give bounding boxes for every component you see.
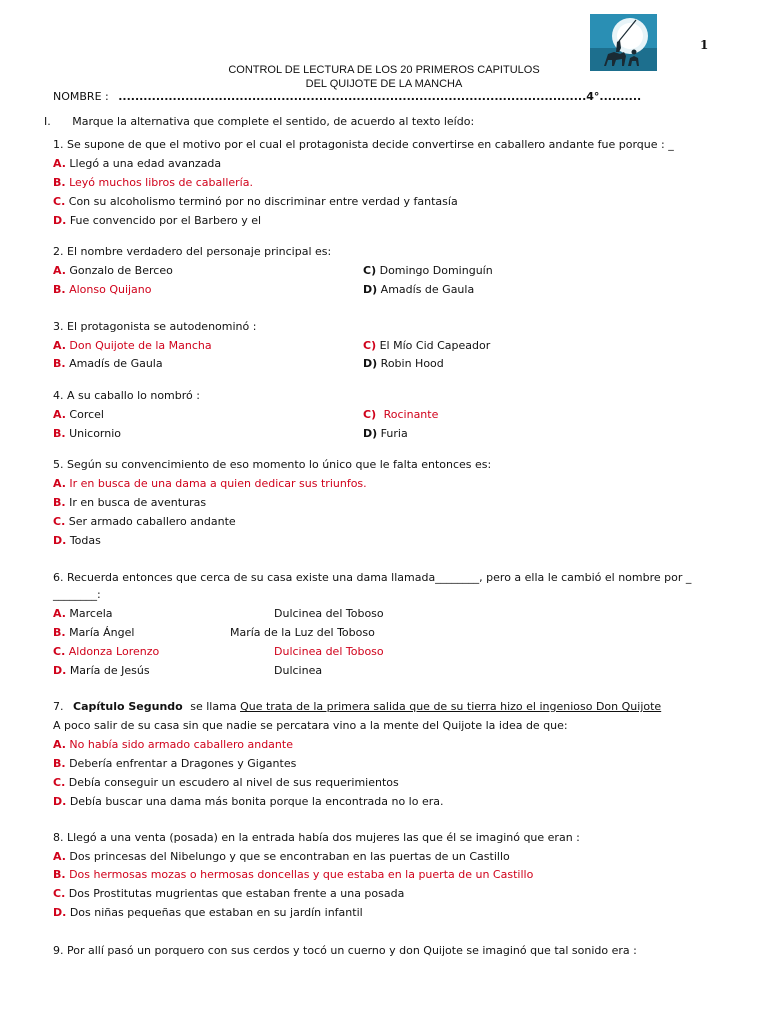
q7-option-c[interactable]: C. Debía conseguir un escudero al nivel de sus requerimientos: [53, 776, 399, 789]
q4-option-d[interactable]: D) Furia: [363, 427, 408, 440]
q5-option-d[interactable]: D. Todas: [53, 534, 101, 547]
name-label: NOMBRE :: [53, 90, 109, 103]
q7-option-a[interactable]: A. No había sido armado caballero andante: [53, 738, 293, 751]
q3-option-c[interactable]: C) El Mío Cid Capeador: [363, 339, 491, 352]
q5-option-c[interactable]: C. Ser armado caballero andante: [53, 515, 236, 528]
question-7-stem: A poco salir de su casa sin que nadie se percatara vino a la mente del Quijote la idea de que:: [53, 719, 568, 732]
question-6-stem-continued: ________:: [53, 588, 101, 601]
q2-option-a[interactable]: A. Gonzalo de Berceo: [53, 264, 173, 277]
question-2-stem: 2. El nombre verdadero del personaje principal es:: [53, 245, 332, 258]
title-line-1: CONTROL DE LECTURA DE LOS 20 PRIMEROS CAPITULOS: [228, 64, 540, 76]
q6-option-a-alt: Dulcinea del Toboso: [274, 607, 384, 620]
chapter-title: Que trata de la primera salida que de su tierra hizo el ingenioso Don Quijote: [240, 700, 662, 713]
section-numeral: I.: [44, 115, 51, 128]
q8-option-a[interactable]: A. Dos princesas del Nibelungo y que se encontraban en las puertas de un Castillo: [53, 850, 510, 863]
q6-option-b[interactable]: B. María Ángel: [53, 626, 135, 639]
q8-option-b[interactable]: B. Dos hermosas mozas o hermosas doncellas y que estaba en la puerta de un Castillo: [53, 868, 534, 881]
section-heading: [44, 115, 474, 128]
name-line: [53, 90, 641, 103]
question-7-heading: 7. Capítulo Segundo se llama Que trata de la primera salida que de su tierra hizo el ingenioso Don Quijote: [53, 700, 662, 713]
q3-option-d[interactable]: D) Robin Hood: [363, 357, 444, 370]
question-1-stem: 1. Se supone de que el motivo por el cual el protagonista decide convertirse en caballero andante fue porque : _: [53, 138, 674, 151]
question-6-stem: 6. Recuerda entonces que cerca de su casa existe una dama llamada________, pero a ella le cambió el nombre por _: [53, 571, 692, 584]
q8-option-d[interactable]: D. Dos niñas pequeñas que estaban en su jardín infantil: [53, 906, 363, 919]
q2-option-d[interactable]: D) Amadís de Gaula: [363, 283, 475, 296]
question-3-stem: 3. El protagonista se autodenominó :: [53, 320, 257, 333]
q4-option-a[interactable]: A. Corcel: [53, 408, 104, 421]
q6-option-b-alt: María de la Luz del Toboso: [230, 626, 375, 639]
q1-option-a[interactable]: A. Llegó a una edad avanzada: [53, 157, 222, 170]
q3-option-a[interactable]: A. Don Quijote de la Mancha: [53, 339, 212, 352]
q7-option-b[interactable]: B. Debería enfrentar a Dragones y Gigantes: [53, 757, 297, 770]
q6-option-a[interactable]: A. Marcela: [53, 607, 113, 620]
chapter-label: Capítulo Segundo: [73, 700, 183, 713]
q6-option-d-alt: Dulcinea: [274, 664, 323, 677]
section-instruction: Marque la alternativa que complete el sentido, de acuerdo al texto leído:: [72, 115, 475, 128]
q5-option-a[interactable]: A. Ir en busca de una dama a quien dedicar sus triunfos.: [53, 477, 367, 490]
q5-option-b[interactable]: B. Ir en busca de aventuras: [53, 496, 207, 509]
q6-option-d[interactable]: D. María de Jesús: [53, 664, 150, 677]
q6-option-c-alt: Dulcinea del Toboso: [274, 645, 384, 658]
q6-option-c[interactable]: C. Aldonza Lorenzo: [53, 645, 160, 658]
title-line-2: DEL QUIJOTE DE LA MANCHA: [305, 78, 463, 90]
q3-option-b[interactable]: B. Amadís de Gaula: [53, 357, 163, 370]
q1-option-d[interactable]: D. Fue convencido por el Barbero y el: [53, 214, 262, 227]
page-number: 1: [700, 38, 709, 52]
question-8-stem: 8. Llegó a una venta (posada) en la entrada había dos mujeres las que él se imaginó que eran :: [53, 831, 580, 844]
q4-option-b[interactable]: B. Unicornio: [53, 427, 122, 440]
question-9-stem: 9. Por allí pasó un porquero con sus cerdos y tocó un cuerno y don Quijote se imaginó que tal sonido era :: [53, 944, 637, 957]
q8-option-c[interactable]: C. Dos Prostitutas mugrientas que estaban frente a una posada: [53, 887, 405, 900]
name-field[interactable]: ................................................................................................................4°..........: [118, 90, 642, 103]
q2-option-c[interactable]: C) Domingo Dominguín: [363, 264, 493, 277]
q4-option-c[interactable]: C) Rocinante: [363, 408, 439, 421]
q1-option-c[interactable]: C. Con su alcoholismo terminó por no discriminar entre verdad y fantasía: [53, 195, 458, 208]
don-quijote-moon-icon: [590, 14, 657, 71]
q1-option-b[interactable]: B. Leyó muchos libros de caballería.: [53, 176, 253, 189]
question-5-stem: 5. Según su convencimiento de eso momento lo único que le falta entonces es:: [53, 458, 492, 471]
q2-option-b[interactable]: B. Alonso Quijano: [53, 283, 152, 296]
question-4-stem: 4. A su caballo lo nombró :: [53, 389, 200, 402]
q7-option-d[interactable]: D. Debía buscar una dama más bonita porque la encontrada no lo era.: [53, 795, 444, 808]
